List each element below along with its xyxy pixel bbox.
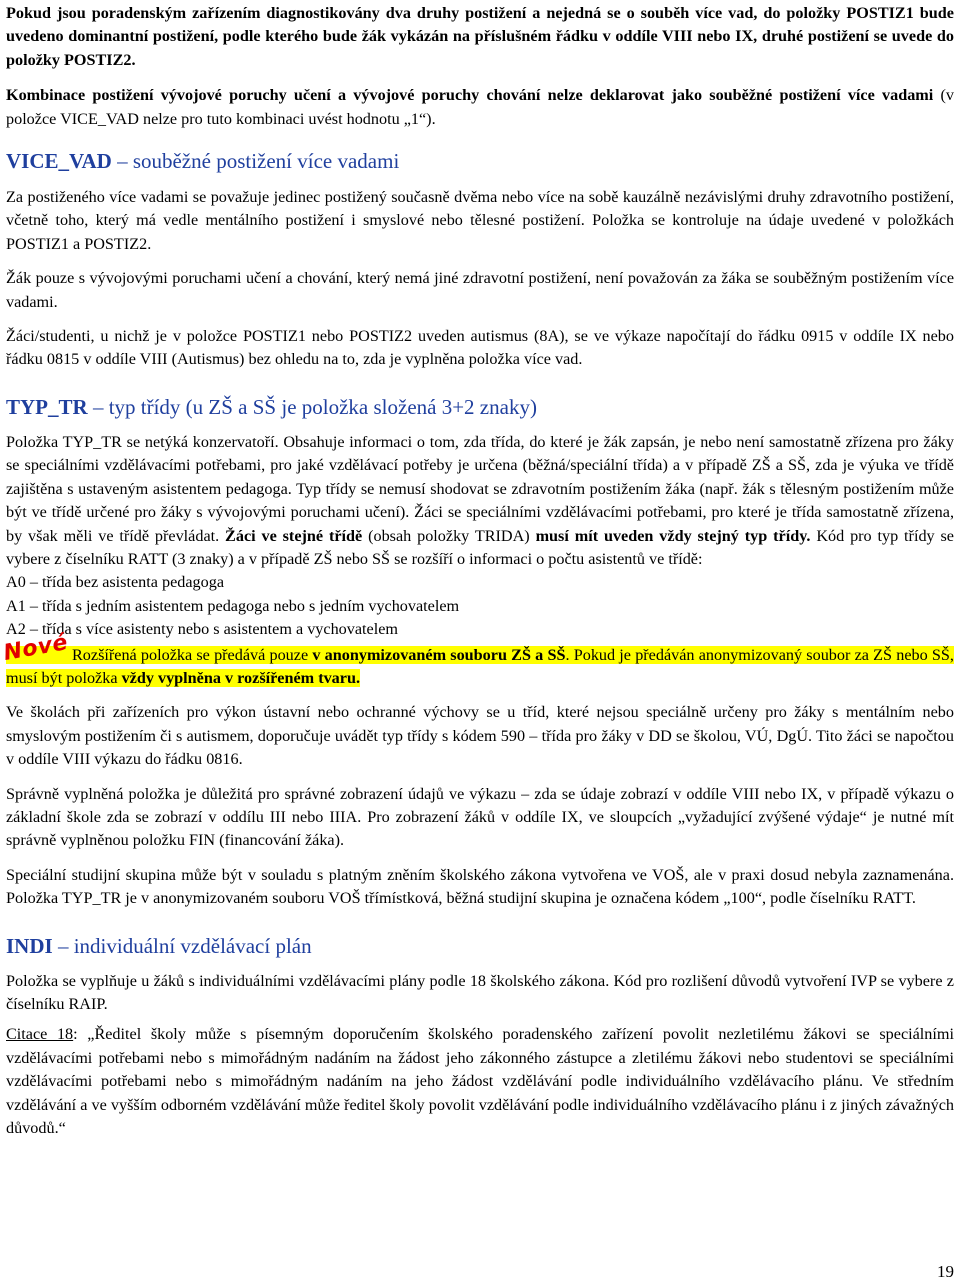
citation-label: Citace 18 [6, 1025, 74, 1044]
heading-title: – souběžné postižení více vadami [111, 149, 400, 174]
new-text-c: . Pokud je předáván anonymizovaný soubor za ZŠ nebo SŠ, musí být položka [6, 645, 954, 687]
document-page [1, 0, 955, 1140]
combination-rest-text: (v položce VICE_VAD nelze pro tuto kombinaci uvést hodnotu „1“). [6, 86, 955, 128]
heading-code: INDI [6, 933, 53, 958]
combination-bold-text: Kombinace postižení vývojové poruchy učení a vývojové poruchy chování nelze deklarovat jako souběžné postižení více vadami [6, 86, 934, 105]
typ-tr-text-a: Položka TYP_TR se netýká konzervatoří. Obsahuje informaci o tom, zda třída, do které je žák zapsán, je nebo není samostatně zřízena pro žáky se speciálními vzdělávacími potřebami, pro jaké vzdělávací potřeby je určena (běžná/speciální třída) a v případě ZŠ a SŠ, zda je výuka ve třídě zajištěna s ustaveným asistentem pedagoga. Typ třídy se nemusí shodovat se zdravotním postižením žáka (např. žák s tělesným postižením může být ve třídě určené pro žáky s vývojovými poruchami učení). Žáci se speciálními vzdělávacími potřebami, pro které je třída samostatně zřízena, by však měli ve třídě převládat. [6, 432, 954, 545]
list-item: A2 – třída s více asistenty nebo s asistentem a vychovatelem [6, 620, 398, 639]
typ-tr-bold-b: Žáci ve stejné třídě [225, 526, 363, 545]
list-item: A1 – třída s jedním asistentem pedagoga nebo s jedním vychovatelem [6, 596, 460, 615]
paragraph-dominant-disability: Pokud jsou poradenským zařízením diagnostikovány dva druhy postižení a nejedná se o souběh více vad, do položky POSTIZ1 bude uvedeno dominantní postižení, podle kterého bude žák vykázán na příslušném řádku v oddíle VIII nebo IX, druhé postižení se uvede do položky POSTIZ2. [6, 4, 954, 69]
citation-text: : „Ředitel školy může s písemným doporučením školského poradenského zařízení povolit nezletilému žákovi se speciálními vzdělávacími potřebami nebo s mimořádným nadáním na žádost jeho zákonného zástupce a zletilému žákovi nebo studentovi se speciálními vzdělávacími potřebami nebo s mimořádným nadáním na jeho žádost vzdělávání podle individuálního vzdělávacího plánu. Ve středním vzdělávání a ve vyšším odborném vzdělávání může ředitel školy povolit vzdělávání podle individuálního vzdělávacího plánu i z jiných závažných důvodů.“ [6, 1025, 954, 1138]
heading-code: TYP_TR [6, 394, 88, 419]
paragraph-autism: Žáci/studenti, u nichž je v položce POSTIZ1 nebo POSTIZ2 uveden autismus (8A), se ve výkaze napočítají do řádku 0915 v oddíle IX nebo řádku 0815 v oddíle VIII (Autismus) bez ohledu na to, zda je vyplněna položka více vad. [6, 327, 954, 369]
paragraph-learning-disorders: Žák pouze s vývojovými poruchami učení a chování, který nemá jiné zdravotní postižení, není považován za žáka se souběžným postižením více vadami. [6, 269, 954, 311]
assistant-code-list [6, 571, 954, 641]
paragraph-citation [6, 1023, 954, 1140]
paragraph-vice-definition: Za postiženého více vadami se považuje jedinec postižený současně dvěma nebo více na sobě kauzálně nezávislými druhy zdravotního postižení, včetně toho, který má vedle mentálního postižení i smyslové nebo tělesné postižení. Položka se kontroluje na údaje uvedené v položkách POSTIZ1 a POSTIZ2. [6, 188, 954, 253]
typ-tr-text-c: (obsah položky TRIDA) [362, 526, 536, 545]
typ-tr-bold-d: musí mít uveden vždy stejný typ třídy. [535, 526, 811, 545]
new-stamp-icon [1, 629, 72, 666]
heading-indi [6, 933, 954, 959]
heading-code: VICE_VAD [6, 149, 112, 174]
typ-tr-text-e: Kód pro typ třídy se vybere z číselníku RATT (3 znaky) a v případě ZŠ nebo SŠ se rozšíří o informaci o počtu asistentů ve třídě: [6, 526, 954, 568]
paragraph-combination [6, 84, 954, 131]
paragraph-institutional-care: Ve školách při zařízeních pro výkon ústavní nebo ochranné výchovy se u tříd, které nejsou speciálně určeny pro žáky s mentálním nebo smyslovým postižením či s autismem, doporučuje uvádět typ třídy s kódem 590 – třída pro žáky v DD se školou, VÚ, DgÚ. Tito žáci se napočtou v oddíle VIII výkazu do řádku 0816. [6, 703, 954, 769]
list-item: A0 – třída bez asistenta pedagoga [6, 573, 225, 592]
new-text-a: Rozšířená položka se předává pouze [72, 645, 313, 664]
heading-vice-vad [6, 148, 954, 174]
new-stamp-text: Nové [1, 629, 70, 666]
heading-title: – typ třídy (u ZŠ a SŠ je položka složená 3+2 znaky) [87, 394, 537, 419]
page-number: 19 [937, 1262, 954, 1281]
heading-typ-tr [6, 394, 954, 420]
paragraph-vos-group: Speciální studijní skupina může být v souladu s platným zněním školského zákona vytvořena ve VOŠ, ale v praxi dosud nebyla zaznamenána. Položka TYP_TR je v anonymizovaném souboru VOŠ třímístková, běžná studijní skupina je označena kódem „100“, podle číselníku RATT. [6, 865, 954, 908]
paragraph-indi: Položka se vyplňuje u žáků s individuálními vzdělávacími plány podle 18 školského zákona. Kód pro rozlišení důvodů vytvoření IVP se vybere z číselníku RAIP. [6, 971, 954, 1013]
heading-title: – individuální vzdělávací plán [52, 933, 312, 958]
new-bold-d: vždy vyplněna v rozšířeném tvaru. [121, 668, 361, 687]
new-bold-b: v anonymizovaném souboru ZŠ a SŠ [312, 645, 566, 664]
paragraph-typ-tr [6, 431, 954, 571]
paragraph-correct-filling: Správně vyplněná položka je důležitá pro správné zobrazení údajů ve výkazu – zda se údaje zobrazí v oddíle VIII nebo IX, v případě výkazu o základní škole zda se zobrazí v oddílu III nebo IIIA. Pro zobrazení žáků v oddíle IX, ve sloupcích „vyžadující zvýšené výdaje“ je nutné mít správně vyplněnou položku FIN (financování žáka). [6, 784, 954, 850]
